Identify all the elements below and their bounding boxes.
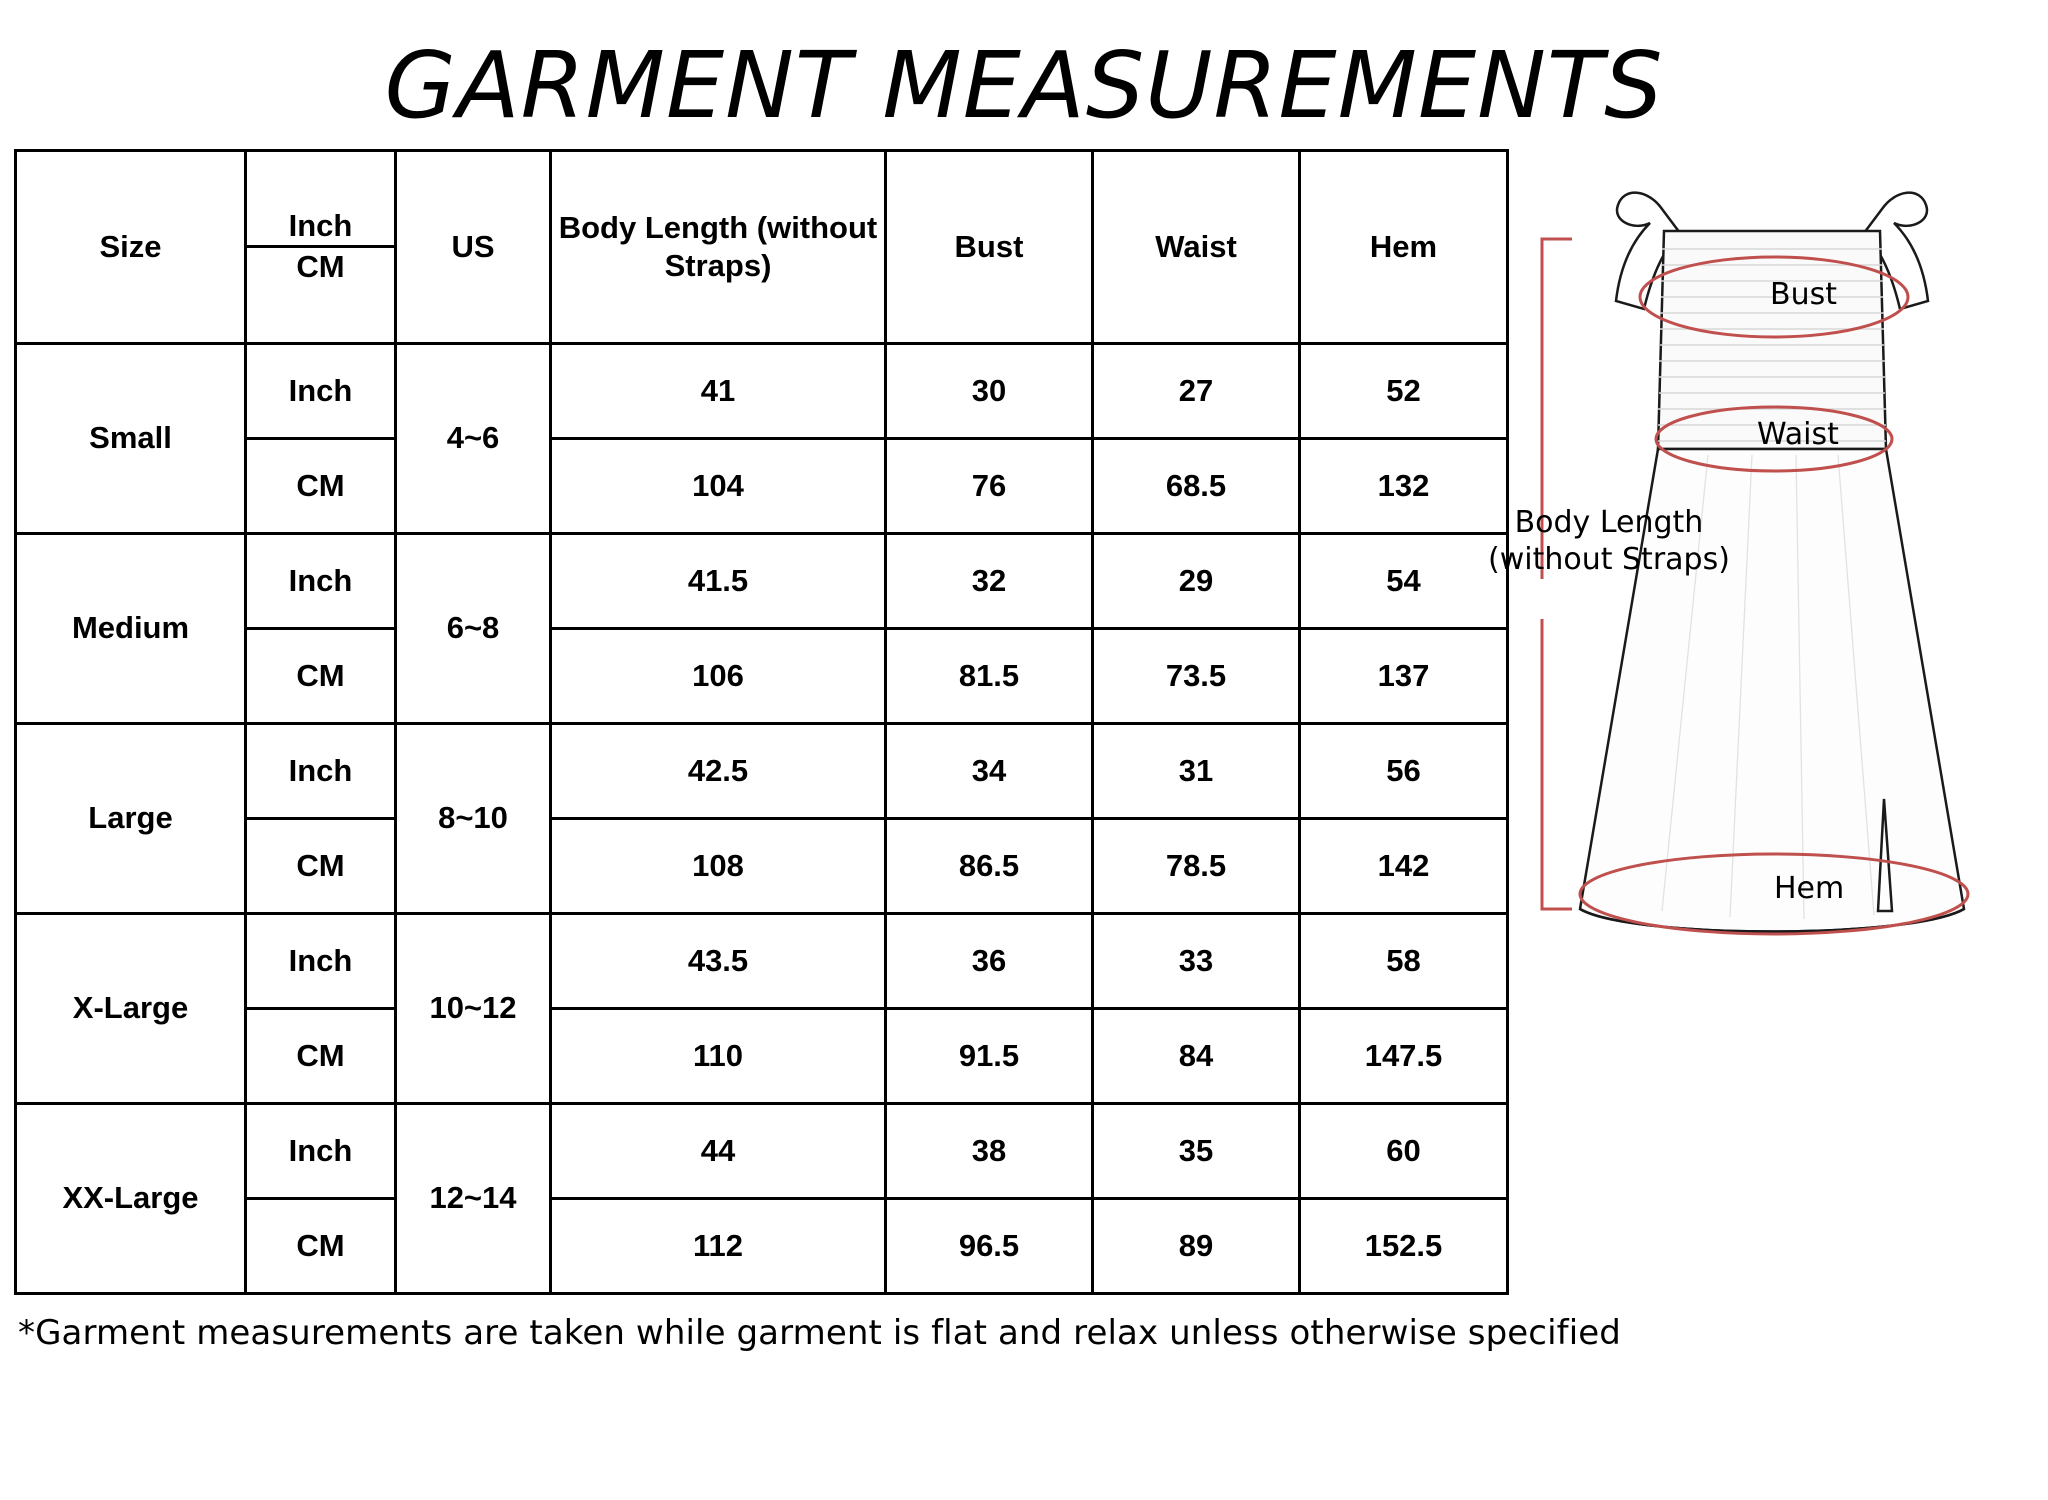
cell-hem-cm: 142	[1300, 818, 1508, 913]
cell-unit-inch: Inch	[246, 723, 396, 818]
cell-size: Medium	[16, 533, 246, 723]
header-unit-inch: Inch	[247, 210, 394, 249]
cell-unit-cm: CM	[246, 1198, 396, 1293]
body-length-label	[1488, 504, 1730, 579]
cell-bust-inch: 38	[886, 1103, 1093, 1198]
cell-hem-inch: 54	[1300, 533, 1508, 628]
cell-body-length-cm: 106	[551, 628, 886, 723]
table-row	[16, 343, 1508, 438]
cell-bust-cm: 76	[886, 438, 1093, 533]
header-body-length: Body Length (without Straps)	[551, 150, 886, 343]
cell-us: 6~8	[396, 533, 551, 723]
table-row	[16, 913, 1508, 1008]
cell-body-length-cm: 110	[551, 1008, 886, 1103]
cell-unit-inch: Inch	[246, 913, 396, 1008]
cell-bust-cm: 96.5	[886, 1198, 1093, 1293]
garment-diagram	[1488, 149, 2034, 1289]
cell-body-length-cm: 104	[551, 438, 886, 533]
table-row	[16, 723, 1508, 818]
cell-hem-inch: 56	[1300, 723, 1508, 818]
page-title: GARMENT MEASUREMENTS	[384, 32, 1664, 139]
cell-hem-cm: 132	[1300, 438, 1508, 533]
cell-hem-inch: 58	[1300, 913, 1508, 1008]
cell-hem-cm: 152.5	[1300, 1198, 1508, 1293]
cell-us: 10~12	[396, 913, 551, 1103]
cell-unit-inch: Inch	[246, 343, 396, 438]
body-length-label-line2: (without Straps)	[1488, 542, 1730, 578]
cell-waist-cm: 84	[1093, 1008, 1300, 1103]
cell-bust-inch: 34	[886, 723, 1093, 818]
cell-waist-cm: 89	[1093, 1198, 1300, 1293]
cell-size: X-Large	[16, 913, 246, 1103]
size-table-container	[14, 149, 1506, 1295]
cell-bust-inch: 32	[886, 533, 1093, 628]
cell-us: 4~6	[396, 343, 551, 533]
table-row	[16, 533, 1508, 628]
cell-hem-inch: 60	[1300, 1103, 1508, 1198]
footnote: *Garment measurements are taken while garment is flat and relax unless otherwise specified	[18, 1312, 1621, 1353]
cell-waist-cm: 78.5	[1093, 818, 1300, 913]
cell-waist-inch: 27	[1093, 343, 1300, 438]
content-area	[0, 149, 2048, 1295]
cell-hem-cm: 147.5	[1300, 1008, 1508, 1103]
cell-bust-cm: 86.5	[886, 818, 1093, 913]
bust-label: Bust	[1770, 276, 1837, 312]
cell-waist-inch: 31	[1093, 723, 1300, 818]
hem-label: Hem	[1774, 870, 1845, 906]
cell-size: Large	[16, 723, 246, 913]
cell-waist-inch: 35	[1093, 1103, 1300, 1198]
header-waist: Waist	[1093, 150, 1300, 343]
cell-body-length-inch: 42.5	[551, 723, 886, 818]
cell-body-length-inch: 41	[551, 343, 886, 438]
table-header	[16, 150, 1508, 343]
cell-size: Small	[16, 343, 246, 533]
garment-measurements-table	[14, 149, 1509, 1295]
cell-hem-inch: 52	[1300, 343, 1508, 438]
cell-body-length-inch: 41.5	[551, 533, 886, 628]
cell-waist-inch: 33	[1093, 913, 1300, 1008]
cell-body-length-inch: 43.5	[551, 913, 886, 1008]
cell-body-length-cm: 108	[551, 818, 886, 913]
header-bust: Bust	[886, 150, 1093, 343]
cell-unit-inch: Inch	[246, 533, 396, 628]
cell-body-length-cm: 112	[551, 1198, 886, 1293]
cell-bust-cm: 91.5	[886, 1008, 1093, 1103]
cell-us: 12~14	[396, 1103, 551, 1293]
header-hem: Hem	[1300, 150, 1508, 343]
cell-waist-cm: 68.5	[1093, 438, 1300, 533]
cell-unit-cm: CM	[246, 438, 396, 533]
waist-label: Waist	[1757, 416, 1839, 452]
header-size: Size	[16, 150, 246, 343]
cell-body-length-inch: 44	[551, 1103, 886, 1198]
cell-unit-inch: Inch	[246, 1103, 396, 1198]
cell-unit-cm: CM	[246, 628, 396, 723]
table-body	[16, 343, 1508, 1293]
cell-hem-cm: 137	[1300, 628, 1508, 723]
cell-us: 8~10	[396, 723, 551, 913]
header-us: US	[396, 150, 551, 343]
cell-waist-cm: 73.5	[1093, 628, 1300, 723]
cell-size: XX-Large	[16, 1103, 246, 1293]
cell-bust-inch: 30	[886, 343, 1093, 438]
body-length-label-line1: Body Length	[1514, 504, 1704, 540]
cell-bust-cm: 81.5	[886, 628, 1093, 723]
cell-bust-inch: 36	[886, 913, 1093, 1008]
cell-waist-inch: 29	[1093, 533, 1300, 628]
table-row	[16, 1103, 1508, 1198]
header-unit-cm: CM	[296, 249, 345, 285]
header-unit	[246, 150, 396, 343]
cell-unit-cm: CM	[246, 818, 396, 913]
cell-unit-cm: CM	[246, 1008, 396, 1103]
